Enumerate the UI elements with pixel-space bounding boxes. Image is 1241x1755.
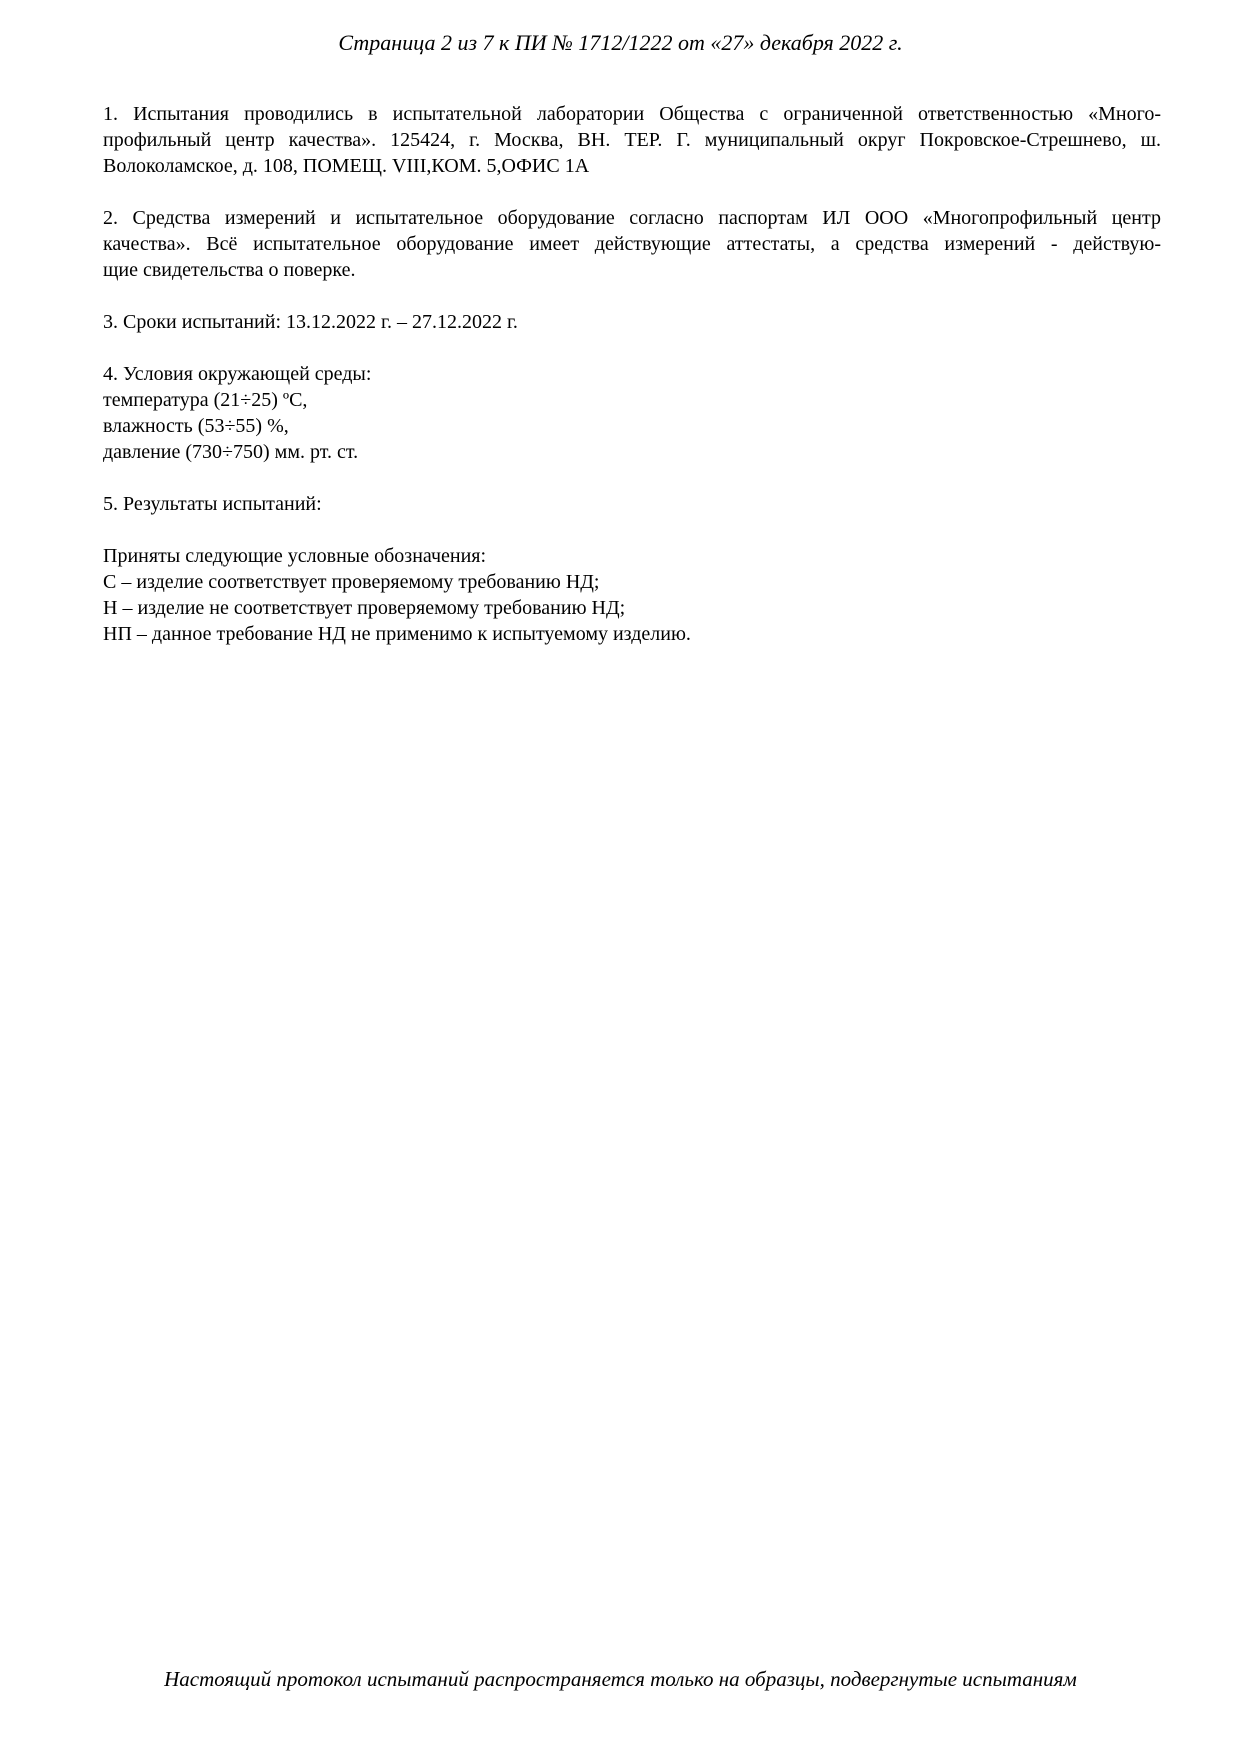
section-1-line-1: 1. Испытания проводились в испытательной лаборатории Общества с ограниченной ответственностью «Много- <box>103 103 1161 125</box>
legend-item-n: Н – изделие не соответствует проверяемому требованию НД; <box>103 597 626 619</box>
section-results <box>103 491 1161 517</box>
section-5-line-1: 5. Результаты испытаний: <box>103 493 322 515</box>
section-4-temperature: температура (21÷25) ºС, <box>103 389 308 411</box>
section-1-line-2: профильный центр качества». 125424, г. Москва, ВН. ТЕР. Г. муниципальный округ Покровское-Стрешнево, ш. <box>103 129 1161 151</box>
legend-title: Приняты следующие условные обозначения: <box>103 545 487 567</box>
legend-item-c: С – изделие соответствует проверяемому требованию НД; <box>103 571 600 593</box>
document-body <box>103 101 1161 673</box>
section-2-line-3: щие свидетельства о поверке. <box>103 259 356 281</box>
legend-item-np: НП – данное требование НД не применимо к испытуемому изделию. <box>103 623 691 645</box>
section-4-line-1: 4. Условия окружающей среды: <box>103 363 372 385</box>
section-2-line-1: 2. Средства измерений и испытательное оборудование согласно паспортам ИЛ ООО «Многопрофильный центр <box>103 207 1161 229</box>
section-environment <box>103 361 1161 465</box>
page-header: Страница 2 из 7 к ПИ № 1712/1222 от «27» декабря 2022 г. <box>338 30 903 55</box>
section-laboratory <box>103 101 1161 179</box>
section-test-dates <box>103 309 1161 335</box>
section-3-line-1: 3. Сроки испытаний: 13.12.2022 г. – 27.12.2022 г. <box>103 311 518 333</box>
section-legend <box>103 543 1161 647</box>
section-4-pressure: давление (730÷750) мм. рт. ст. <box>103 441 359 463</box>
section-1-line-3: Волоколамское, д. 108, ПОМЕЩ. VIII,КОМ. 5,ОФИС 1А <box>103 155 590 177</box>
section-2-line-2: качества». Всё испытательное оборудование имеет действующие аттестаты, а средства измерений - действую- <box>103 233 1161 255</box>
section-4-humidity: влажность (53÷55) %, <box>103 415 289 437</box>
section-equipment <box>103 205 1161 283</box>
page-footer: Настоящий протокол испытаний распространяется только на образцы, подвергнутые испытаниям <box>164 1667 1077 1691</box>
